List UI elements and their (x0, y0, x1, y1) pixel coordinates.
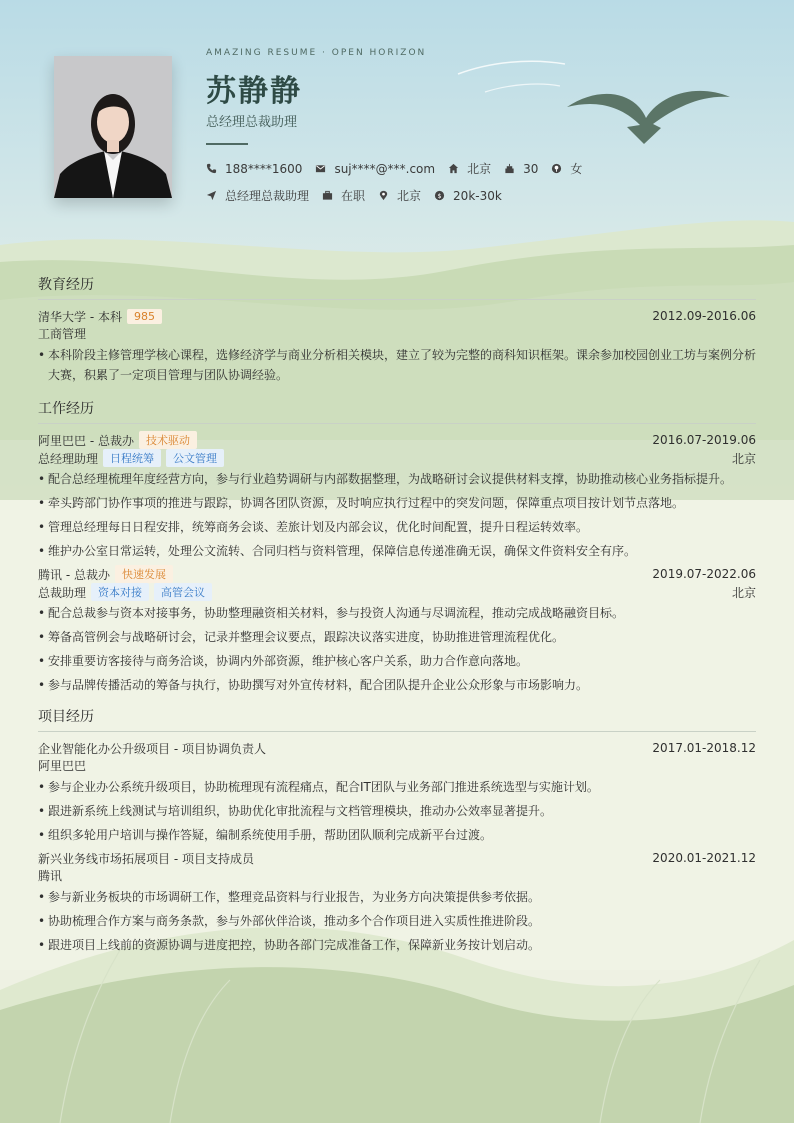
list-item: • 维护办公室日常运转，处理公文流转、合同归档与资料管理，保障信息传递准确无误，确保文件资料安全有序。 (38, 541, 756, 561)
work-item (38, 565, 756, 695)
phone-text: 188****1600 (225, 161, 303, 176)
avatar (54, 56, 172, 198)
project-item (38, 849, 756, 955)
skill-tag: 公文管理 (166, 449, 224, 467)
phone-item (206, 162, 302, 176)
gender-icon (551, 163, 562, 174)
work-bullets (38, 469, 756, 561)
tagline: AMAZING RESUME · OPEN HORIZON (206, 48, 427, 58)
email-text: suj****@***.com (334, 161, 436, 176)
email-item (315, 162, 435, 176)
svg-text:$: $ (437, 191, 442, 200)
list-item: • 协助梳理合作方案与商务条款，参与外部伙伴洽谈，推动多个合作项目进入实质性推进阶段。 (38, 911, 756, 931)
role-name: 总裁助理 (38, 585, 87, 600)
list-item: • 参与企业办公系统升级项目，协助梳理现有流程痛点，配合IT团队与业务部门推进系统选型与实施计划。 (38, 777, 756, 797)
skill-tag: 日程统筹 (103, 449, 161, 467)
contact-row (206, 160, 595, 177)
project-bullets (38, 777, 756, 845)
company-tag: 技术驱动 (139, 431, 197, 449)
salary-icon (434, 190, 445, 201)
work-section (38, 398, 756, 699)
gender-item (551, 160, 582, 177)
intention-row (206, 187, 515, 204)
salary-text: 20k-30k (453, 188, 502, 203)
work-date: 2016.07-2019.06 (652, 433, 756, 447)
target-city-item (378, 187, 421, 204)
projects-section (38, 706, 756, 959)
section-title: 工作经历 (38, 398, 756, 424)
education-header (38, 307, 756, 325)
school-name: 清华大学 - 本科 (38, 309, 122, 324)
project-name: 企业智能化办公升级项目 - 项目协调负责人 (38, 741, 266, 756)
candidate-name: 苏静静 (206, 74, 302, 109)
send-icon (206, 190, 217, 201)
skill-tag: 高管会议 (154, 583, 212, 601)
status-text: 在职 (341, 189, 366, 203)
home-item (448, 160, 491, 177)
target-position-item (206, 187, 309, 204)
skill-tag: 资本对接 (91, 583, 149, 601)
project-org: 阿里巴巴 (38, 759, 87, 773)
mail-icon (315, 163, 326, 174)
role-name: 总经理助理 (38, 451, 99, 466)
salary-item (434, 189, 502, 203)
project-date: 2020.01-2021.12 (652, 851, 756, 865)
work-city: 北京 (731, 451, 756, 466)
education-date: 2012.09-2016.06 (652, 309, 756, 323)
list-item: • 组织多轮用户培训与操作答疑，编制系统使用手册，帮助团队顺利完成新平台过渡。 (38, 825, 756, 845)
target-position-text: 总经理总裁助理 (225, 189, 310, 203)
age-icon (504, 163, 515, 174)
list-item: • 本科阶段主修管理学核心课程，选修经济学与商业分析相关模块，建立了较为完整的商科知识框架。课余参加校园创业工坊与案例分析大赛，积累了一定项目管理与团队协调经验。 (38, 345, 756, 385)
job-title: 总经理总裁助理 (206, 115, 298, 130)
status-item (322, 187, 365, 204)
company-tag: 快速发展 (115, 565, 173, 583)
project-item (38, 739, 756, 845)
age-item (504, 162, 538, 176)
list-item: • 跟进项目上线前的资源协调与进度把控，协助各部门完成准备工作，保障新业务按计划启动。 (38, 935, 756, 955)
home-icon (448, 163, 459, 174)
education-bullets (38, 345, 756, 385)
title-divider (206, 143, 248, 145)
project-bullets (38, 887, 756, 955)
location-icon (378, 190, 389, 201)
gender-text: 女 (570, 162, 583, 176)
project-org: 腾讯 (38, 869, 63, 883)
target-city-text: 北京 (397, 189, 422, 203)
work-item (38, 431, 756, 561)
list-item: • 参与新业务板块的市场调研工作，整理竞品资料与行业报告，为业务方向决策提供参考依据。 (38, 887, 756, 907)
phone-icon (206, 163, 217, 174)
work-date: 2019.07-2022.06 (652, 567, 756, 581)
list-item: • 筹备高管例会与战略研讨会，记录并整理会议要点，跟踪决议落实进度，协助推进管理流程优化。 (38, 627, 756, 647)
list-item: • 参与品牌传播活动的筹备与执行，协助撰写对外宣传材料，配合团队提升企业公众形象与市场影响力。 (38, 675, 756, 695)
education-section (38, 274, 756, 389)
project-name: 新兴业务线市场拓展项目 - 项目支持成员 (38, 851, 254, 866)
section-title: 教育经历 (38, 274, 756, 300)
list-item: • 配合总裁参与资本对接事务，协助整理融资相关材料，参与投资人沟通与尽调流程，推动完成战略融资目标。 (38, 603, 756, 623)
list-item: • 牵头跨部门协作事项的推进与跟踪，协调各团队资源，及时响应执行过程中的突发问题，保障重点项目按计划节点落地。 (38, 493, 756, 513)
list-item: • 管理总经理每日日程安排，统筹商务会谈、差旅计划及内部会议，优化时间配置，提升日程运转效率。 (38, 517, 756, 537)
company-name: 腾讯 - 总裁办 (38, 567, 110, 582)
section-title: 项目经历 (38, 706, 756, 732)
school-tag: 985 (127, 309, 162, 324)
age-text: 30 (523, 161, 539, 176)
major: 工商管理 (38, 327, 87, 341)
home-text: 北京 (467, 162, 492, 176)
list-item: • 配合总经理梳理年度经营方向，参与行业趋势调研与内部数据整理，为战略研讨会议提供材料支撑，协助推动核心业务指标提升。 (38, 469, 756, 489)
project-date: 2017.01-2018.12 (652, 741, 756, 755)
briefcase-icon (322, 190, 333, 201)
work-city: 北京 (731, 585, 756, 600)
list-item: • 跟进新系统上线测试与培训组织，协助优化审批流程与文档管理模块，推动办公效率显著提升。 (38, 801, 756, 821)
work-bullets (38, 603, 756, 695)
list-item: • 安排重要访客接待与商务洽谈，协调内外部资源，维护核心客户关系，助力合作意向落地。 (38, 651, 756, 671)
company-name: 阿里巴巴 - 总裁办 (38, 433, 134, 448)
